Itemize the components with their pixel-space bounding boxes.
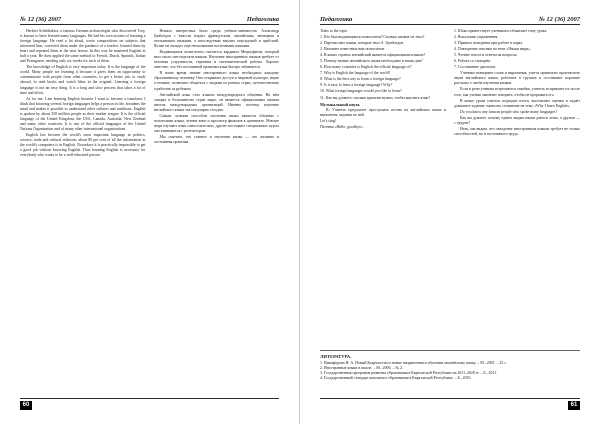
task-item: 4. В каких странах английский является официальным языком? [320, 53, 426, 58]
task-item: 10. What foreign languages would you like to learn? [320, 89, 402, 94]
task-item: 9. Is it easy to learn a foreign language? Why? [320, 83, 393, 88]
section-title: Педагогика [320, 16, 353, 23]
paragraph: Как вы думаете, почему одним людям языки даются легко, а другим — с трудом? [454, 115, 580, 125]
paragraph: В наше время знание иностранного языка необходимо каждому образованному человеку. Оно открывает доступ к мировой культуре, науке и технике, позволяет общаться с людьми из разных стран, путешествовать и работать за рубежом. [153, 71, 279, 91]
page-number: 61 [568, 401, 580, 410]
paragraph: Мы считаем, что главное в изучении языка — это желание и постоянная практика. [153, 134, 279, 144]
text-columns [20, 29, 279, 394]
page-header [20, 13, 279, 25]
section-title: Педагогика [246, 16, 279, 23]
list-item: 1. Шоко приветствует учеников и объявляет тему урока. [454, 29, 548, 33]
paragraph: Немало интересных было среди учёных-лингвистов. Александр Грибоедов с юности владел французским, английским, немецким и итальянским языками, а впоследствии выучил персидский и арабский. Позже он овладел ещё несколькими восточными языками. [153, 29, 279, 49]
issue-number: № 12 (36) 2007 [538, 16, 580, 23]
task-item: 1. Кто был выдающимся полиглотом? Сколько языков он знал? [320, 35, 425, 40]
list-item: 3. Правила поведения при работе в парах. [454, 41, 524, 46]
right-page [300, 0, 600, 424]
column-1 [320, 29, 446, 344]
task-item: 3. Назовите известных вам полиглотов. [320, 47, 386, 52]
paragraph: В. Учитель предлагает прослушать песню на английском языке и выполнить задания по ней. [320, 107, 446, 117]
task-item: 5. Почему знание английского языка необходимо в наши дни? [320, 59, 423, 64]
reference-item: 3. Государственная программа развития образования в Кыргызской Республике на 2011–2020 гг. – Б., 2011. [320, 371, 498, 375]
column-2 [154, 29, 280, 394]
list-item: 6. Работа со словарём. [454, 59, 491, 64]
paragraph: Let's sing! [320, 118, 337, 123]
page-number: 60 [20, 401, 32, 410]
reference-item: 2. Иностранные языки в школе. – М., 2006. – № 2. [320, 366, 403, 370]
paragraph: Песенка «Hello, goodbye». [320, 124, 364, 129]
page-header [320, 13, 580, 25]
subheading: Музыкальный пауза. [320, 101, 361, 107]
paragraph: The knowledge of English is very important today. It is the language of the world. Many people are learning it because it gives them an opportunity to communicate with people from other countries, to get a better job, to study abroad, to read books and watch films in the original. Learning a foreign language is not an easy thing. It is a long and slow process that takes a lot of time and effort. [20, 65, 146, 95]
reference-item: 4. Государственный стандарт школьного образования в Кыргызской Республике. – Б., 2010. [320, 376, 472, 380]
list-item: 7. Составление диалогов. [454, 65, 497, 70]
page-footer [320, 398, 580, 411]
issue-number: № 12 (36) 2007 [20, 16, 62, 23]
list-item: 5. Чтение текста и ответы на вопросы. [454, 53, 518, 58]
paragraph: Выдающимся полиглотом считается кардинал Меццофанти, который знал около шестидесяти языков. Изучение иностранных языков требует от человека усидчивости, терпения и систематической работы. Хорошо известно, что без постоянной практики язык быстро забывается. [153, 50, 279, 70]
paragraph: В конце урока учитель подводит итоги, выставляет оценки и задаёт домашнее задание: написать сочинение на тему «Why I learn English». [454, 98, 580, 108]
column-1 [20, 29, 146, 394]
divider [320, 350, 580, 351]
list-item: 2. Вокальные упражнения. [454, 35, 499, 40]
task-item: 8. What is the best way to learn a foreign language? [320, 77, 401, 82]
tasks-intro: Tasks to the topic. [320, 29, 349, 33]
paragraph: As for me, I am learning English because I want to become a translator. I think that knowing several foreign languages helps a person in life, broadens the mind and makes it possible to understand other cultures and traditions. English is spoken by about 350 million people as their mother tongue. It is the official language of the United Kingdom, the USA, Canada, Australia, New Zealand and many other countries. It is one of the official languages of the United Nations Organization and of many other international organizations. [20, 96, 146, 131]
references-title: ЛИТЕРАТУРА. [320, 354, 352, 359]
task-item: 11. Как вы думаете, сколько времени нужно, чтобы выучить язык? [320, 95, 431, 100]
task-item: 6. How many countries is English the official language of? [320, 65, 412, 70]
reference-item: 1. Никифорова Н. А. Новый Кыргызстан и новые направления в обучении английскому языку. – М.: 2001. – 25 с. [320, 361, 507, 365]
column-2 [454, 29, 580, 344]
paragraph: Если в речи ученика встречаются ошибки, учитель исправляет их после того, как ученик закончит говорить, чтобы не прерывать его. [454, 87, 580, 97]
paragraph: English has become the world's most important language in politics, science, trade and cultural relations; about 80 per cent of all the information in the world's computers is in English. Nowadays it is practically impossible to get a good job without knowing English. Thus learning English is necessary for everybody who wants to be a well-educated person. [20, 132, 146, 158]
paragraph: Ученики повторяют слова и выражения, учатся правильно произносить звуки английского языка, работают в группах и составляют короткие рассказы о своём изучении языков. [454, 71, 580, 86]
text-columns [320, 29, 580, 344]
paragraph: Do you know any famous people who spoke many languages? [460, 109, 558, 114]
task-item: 7. Why is English the language of the world? [320, 71, 391, 76]
paragraph: Herbert Schildtakers, a famous German archaeologist who discovered Troy, is known to have learned many languages. He had his own system of learning a foreign language. He read a lot aloud, wrote compositions on subjects that interested him, corrected them under the guidance of a teacher, learned them by heart and repeated them at the next lesson. In this way he mastered English in half a year. He then applied the same method to French, Dutch, Spanish, Italian and Portuguese, needing only six weeks for each of them. [20, 29, 146, 64]
paragraph: Английский язык стал языком международного общения. На нём говорят в большинстве стран мира, он является официальным языком многих международных организаций. Именно поэтому изучение английского языка так популярно сегодня. [153, 92, 279, 112]
paragraph: Самым лучшим способом изучения языка является общение с носителями языка, чтение книг и просмотр фильмов в оригинале. Многие люди изучают язык самостоятельно, другие посещают специальные курсы или занимаются с репетитором. [153, 113, 279, 133]
list-item: 4. Повторение лексики по теме «Языки мира». [454, 47, 532, 52]
paragraph: Итак, мы видим, что овладение иностранным языком требует не только способностей, но и постоянного труда. [454, 126, 580, 136]
page-footer [20, 398, 279, 411]
task-item: 2. Перечислите языки, которые знал А. Грибоедов. [320, 41, 404, 46]
references-section [320, 348, 580, 381]
